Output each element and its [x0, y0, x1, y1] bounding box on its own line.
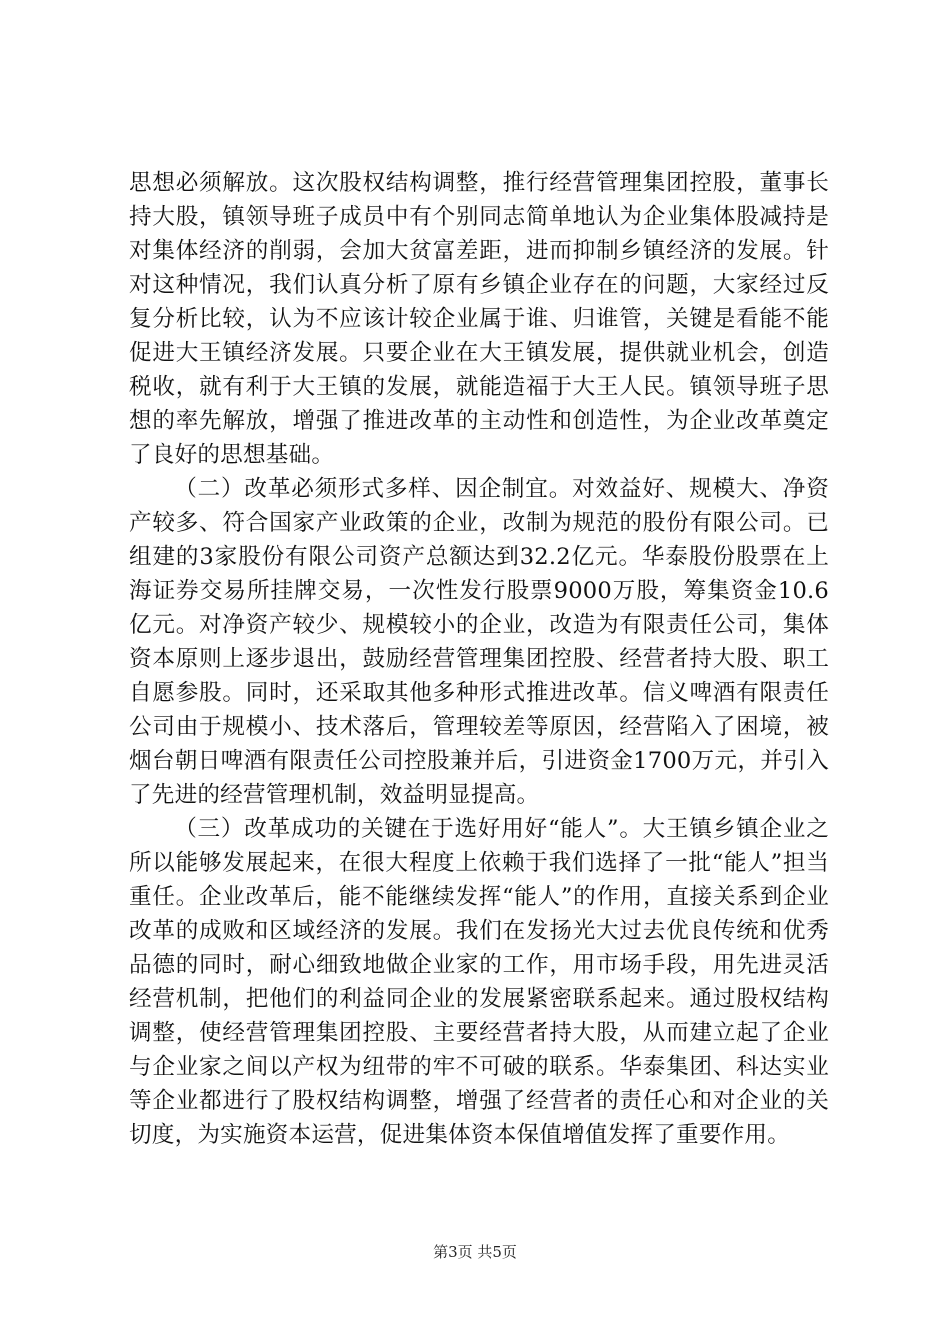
paragraph-2: （二）改革必须形式多样、因企制宜。对效益好、规模大、净资产较多、符合国家产业政策的企业，改制为规范的股份有限公司。已组建的3家股份有限公司资产总额达到32.2亿元。华泰股份股票在上海证券交易所挂牌交易，一次性发行股票9000万股，筹集资金10.6亿元。对净资产较少、规模较小的企业，改造为有限责任公司，集体资本原则上逐步退出，鼓励经营管理集团控股、经营者持大股、职工自愿参股。同时，还采取其他多种形式推进改革。信义啤酒有限责任公司由于规模小、技术落后，管理较差等原因，经营陷入了困境，被烟台朝日啤酒有限责任公司控股兼并后，引进资金1700万元，并引入了先进的经营管理机制，效益明显提高。 — [129, 476, 829, 808]
document-body — [129, 166, 829, 1152]
page-number-footer: 第3页 共5页 — [433, 1243, 517, 1261]
paragraph-1: 思想必须解放。这次股权结构调整，推行经营管理集团控股，董事长持大股，镇领导班子成员中有个别同志简单地认为企业集体股减持是对集体经济的削弱，会加大贫富差距，进而抑制乡镇经济的发展。针对这种情况，我们认真分析了原有乡镇企业存在的问题，大家经过反复分析比较，认为不应该计较企业属于谁、归谁管，关键是看能不能促进大王镇经济发展。只要企业在大王镇发展，提供就业机会，创造税收，就有利于大王镇的发展，就能造福于大王人民。镇领导班子思想的率先解放，增强了推进改革的主动性和创造性，为企业改革奠定了良好的思想基础。 — [129, 170, 829, 468]
paragraph-3: （三）改革成功的关键在于选好用好“能人”。大王镇乡镇企业之所以能够发展起来，在很大程度上依赖于我们选择了一批“能人”担当重任。企业改革后，能不能继续发挥“能人”的作用，直接关系到企业改革的成败和区域经济的发展。我们在发扬光大过去优良传统和优秀品德的同时，耐心细致地做企业家的工作，用市场手段，用先进灵活经营机制，把他们的利益同企业的发展紧密联系起来。通过股权结构调整，使经营管理集团控股、主要经营者持大股，从而建立起了企业与企业家之间以产权为纽带的牢不可破的联系。华泰集团、科达实业等企业都进行了股权结构调整，增强了经营者的责任心和对企业的关切度，为实施资本运营，促进集体资本保值增值发挥了重要作用。 — [129, 816, 829, 1148]
